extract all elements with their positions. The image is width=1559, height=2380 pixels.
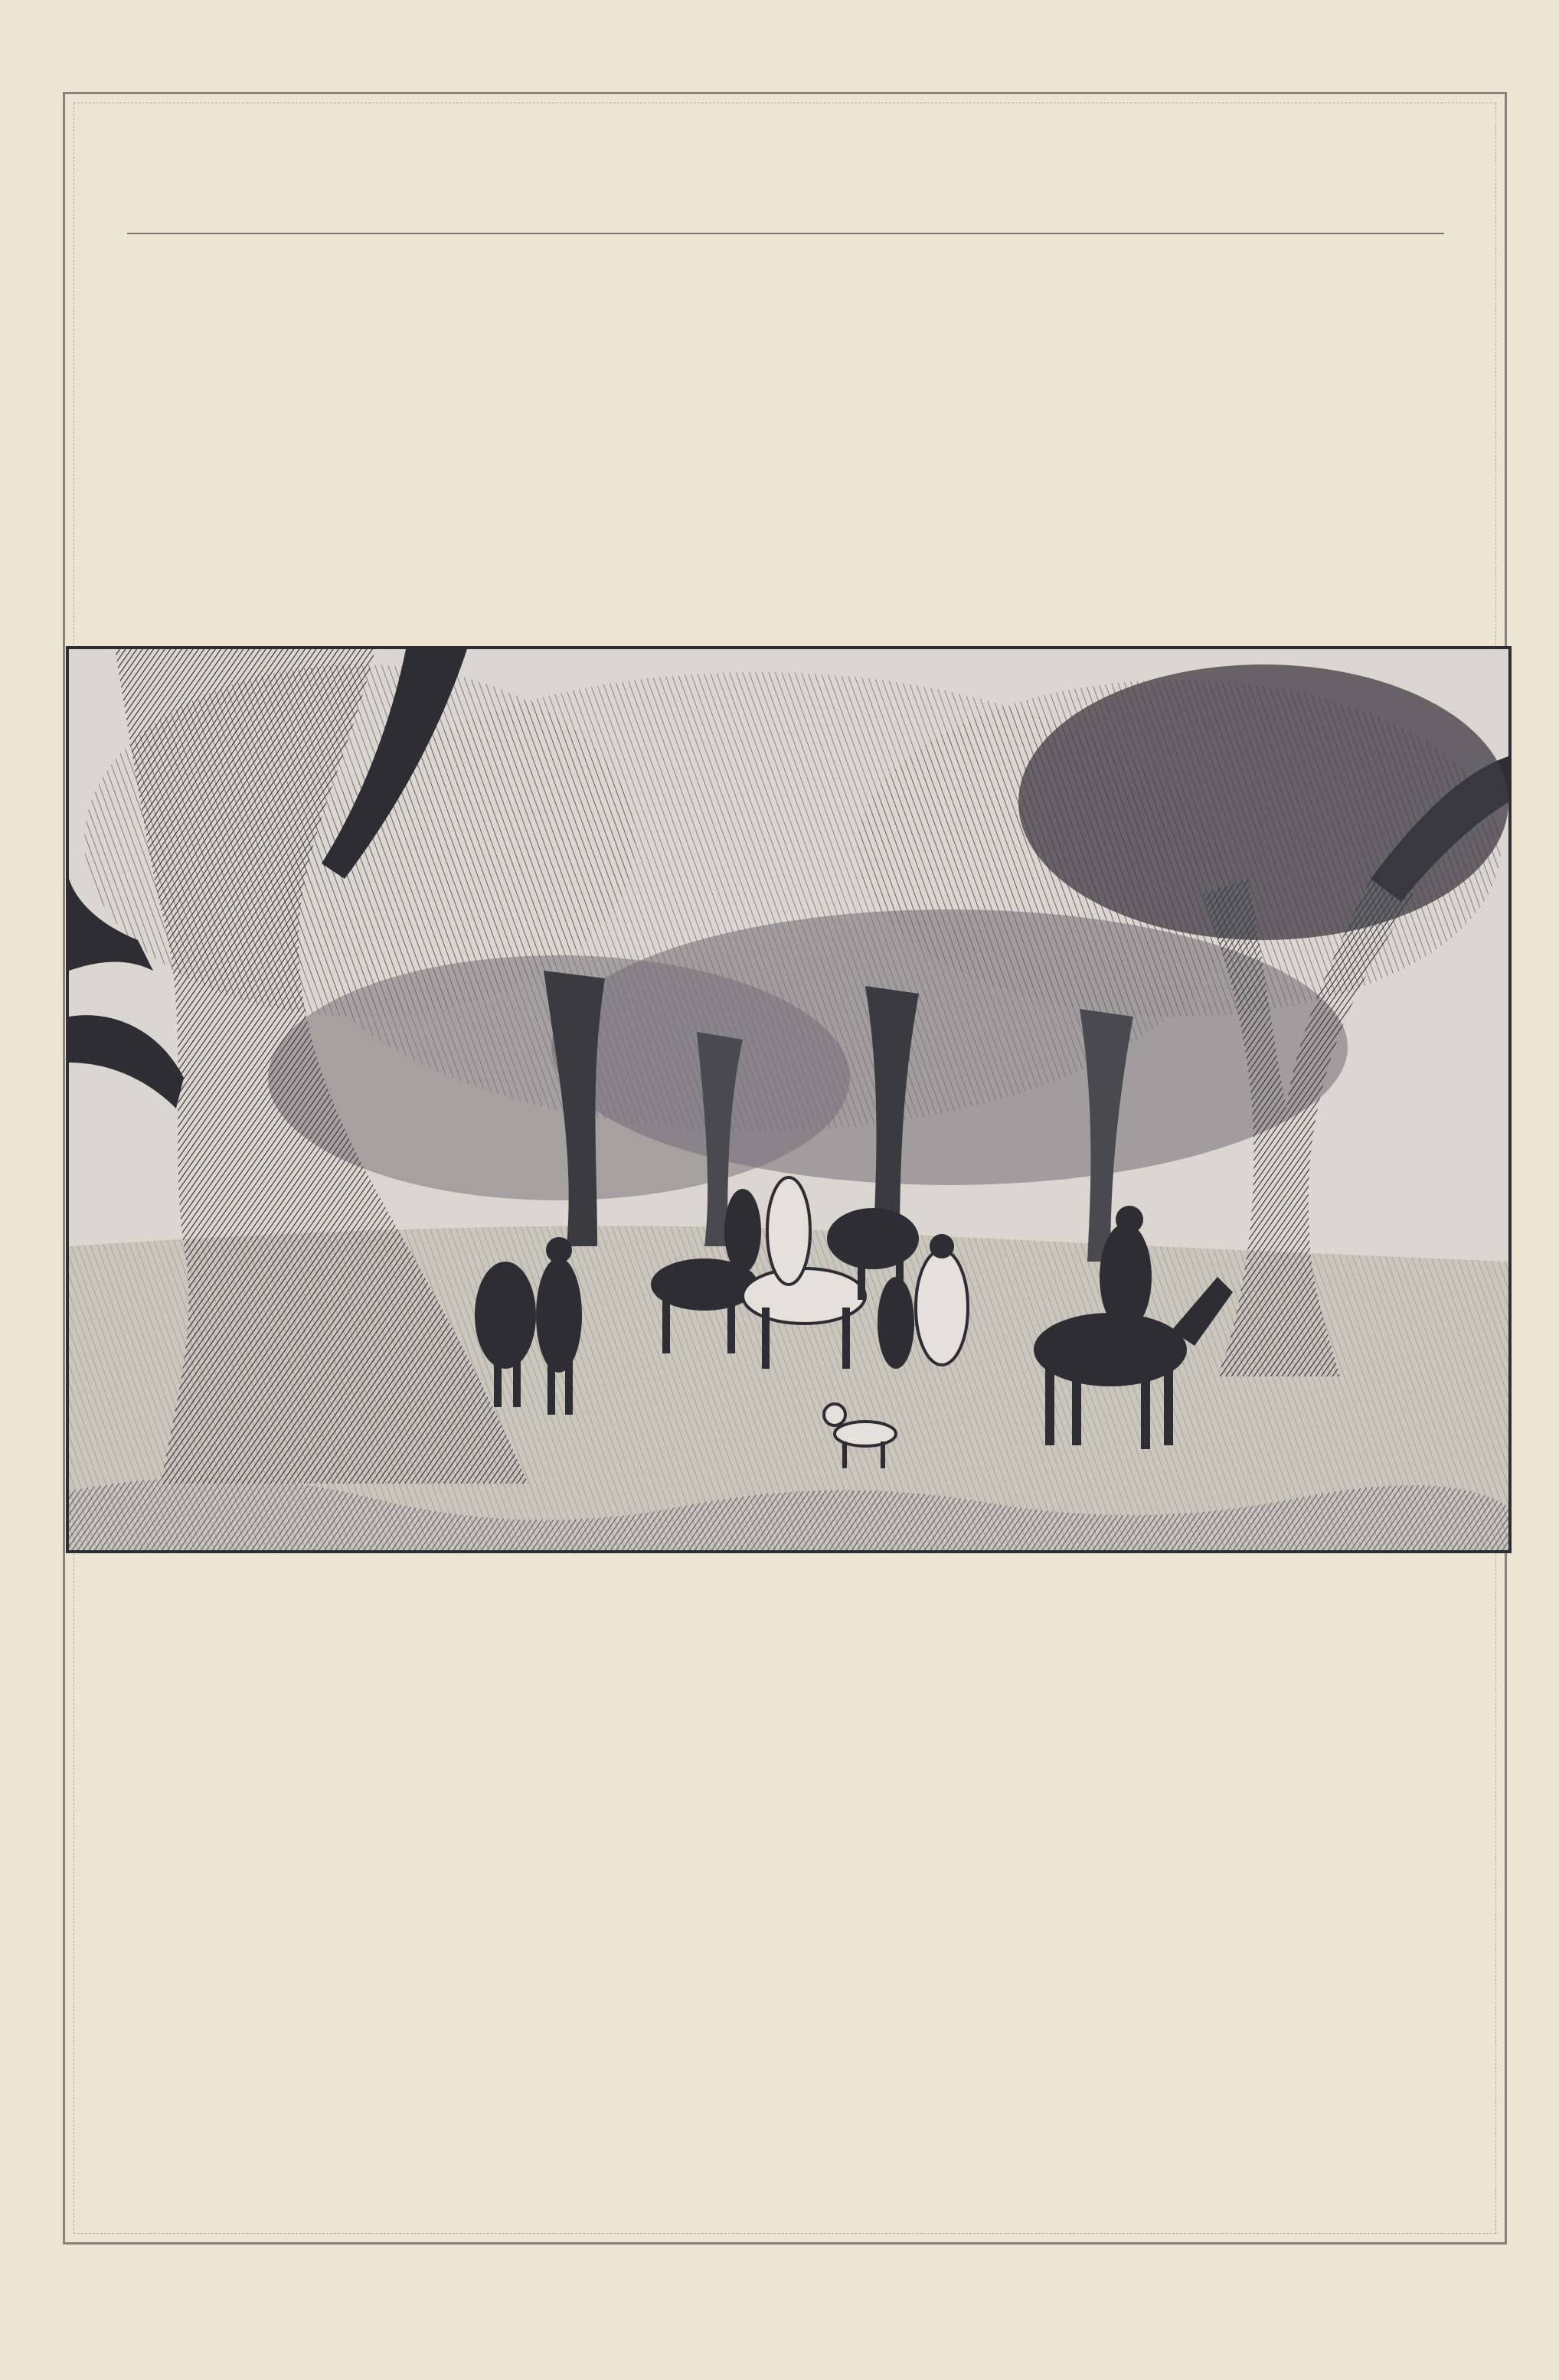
header-rule (127, 233, 1444, 234)
engraving-drawing (69, 649, 1508, 1550)
engraving-holy-grove (66, 646, 1512, 1553)
